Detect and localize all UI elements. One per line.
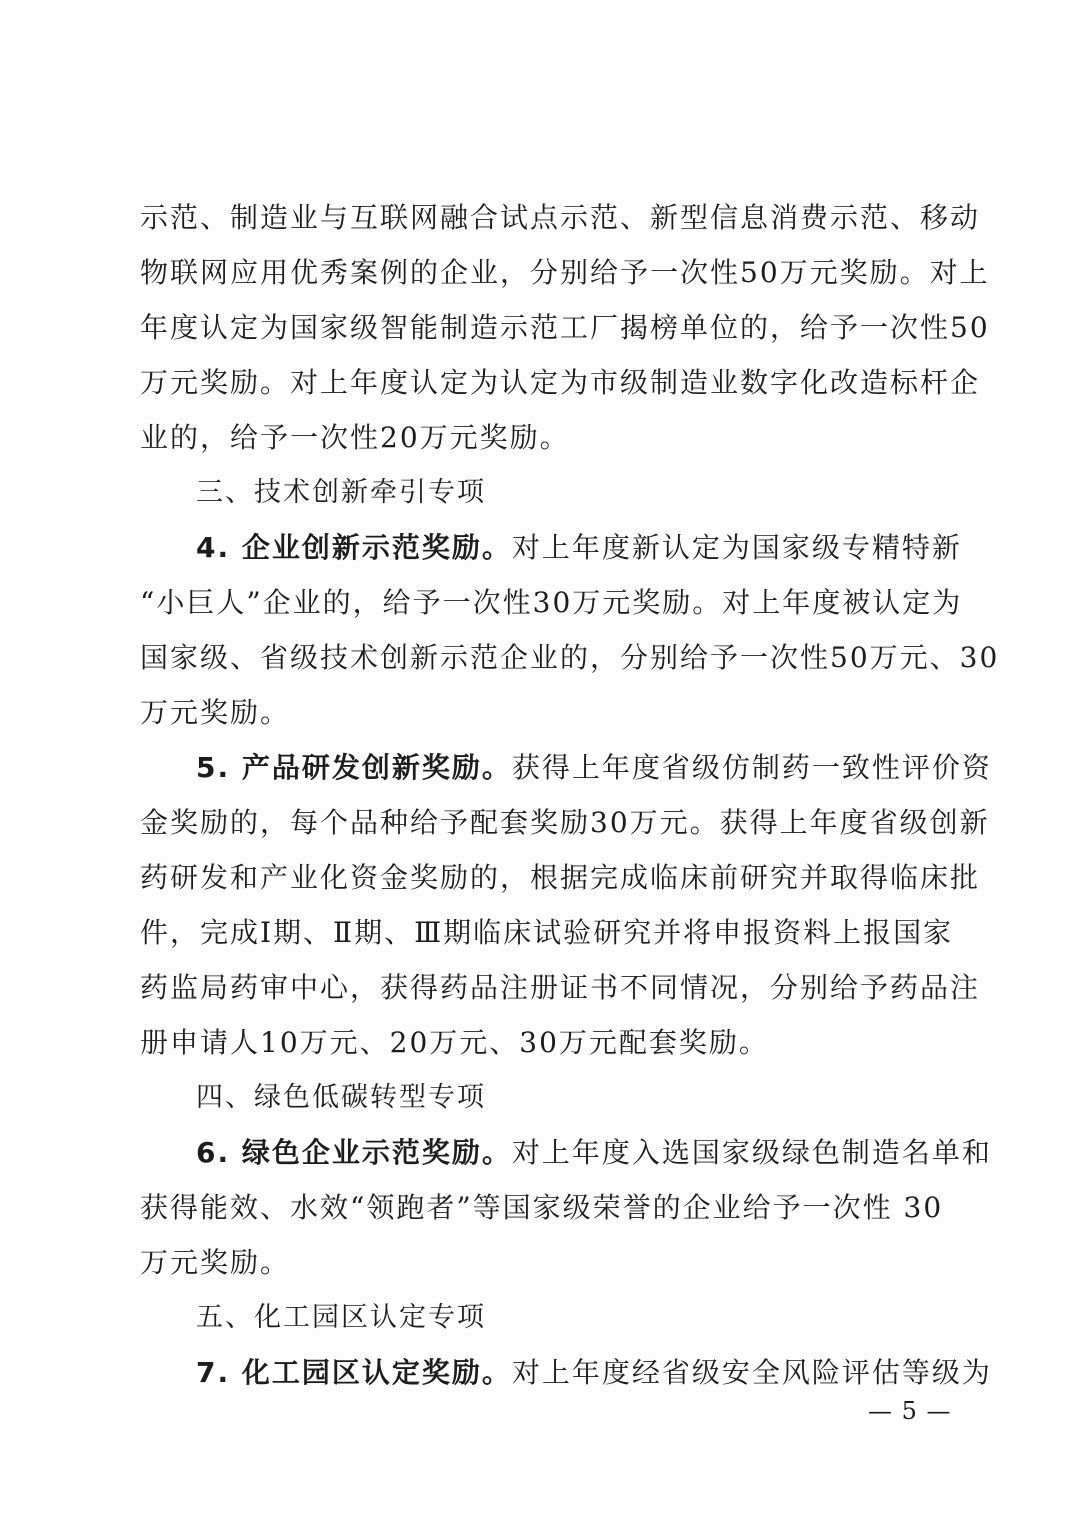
item-title: 4. 企业创新示范奖励。 bbox=[196, 531, 512, 564]
paragraph-line: 年度认定为国家级智能制造示范工厂揭榜单位的，给予一次性50 bbox=[140, 311, 990, 344]
paragraph-line: 物联网应用优秀案例的企业，分别给予一次性50万元奖励。对上 bbox=[140, 256, 990, 289]
item-text: 对上年度经省级安全风险评估等级为 bbox=[511, 1356, 992, 1389]
item-paragraph-first-line bbox=[140, 520, 962, 575]
paragraph-line: 万元奖励。 bbox=[140, 696, 291, 729]
item-paragraph-first-line bbox=[140, 740, 992, 795]
paragraph-line: “小巨人”企业的，给予一次性30万元奖励。对上年度被认定为 bbox=[140, 586, 963, 619]
paragraph-line: 国家级、省级技术创新示范企业的，分别给予一次性50万元、30 bbox=[140, 641, 1000, 674]
item-title: 6. 绿色企业示范奖励。 bbox=[196, 1136, 512, 1169]
item-text: 对上年度入选国家级绿色制造名单和 bbox=[511, 1136, 992, 1169]
item-text: 对上年度新认定为国家级专精特新 bbox=[511, 531, 962, 564]
section-heading: 四、绿色低碳转型专项 bbox=[196, 1082, 486, 1113]
section-heading: 三、技术创新牵引专项 bbox=[196, 477, 486, 508]
paragraph-line: 金奖励的，每个品种给予配套奖励30万元。获得上年度省级创新 bbox=[140, 806, 990, 839]
page-number: — 5 — bbox=[868, 1397, 952, 1425]
item-text: 获得上年度省级仿制药一致性评价资 bbox=[511, 751, 992, 784]
item-paragraph-first-line bbox=[140, 1125, 992, 1180]
paragraph-line: 示范、制造业与互联网融合试点示范、新型信息消费示范、移动 bbox=[140, 201, 981, 234]
paragraph-line: 册申请人10万元、20万元、30万元配套奖励。 bbox=[140, 1026, 769, 1059]
paragraph-line: 药研发和产业化资金奖励的，根据完成临床前研究并取得临床批 bbox=[140, 861, 981, 894]
item-paragraph-first-line bbox=[140, 1345, 992, 1400]
paragraph-line: 获得能效、水效“领跑者”等国家级荣誉的企业给予一次性 30 bbox=[140, 1191, 944, 1224]
paragraph-line: 万元奖励。对上年度认定为认定为市级制造业数字化改造标杆企 bbox=[140, 366, 981, 399]
paragraph-line: 业的，给予一次性20万元奖励。 bbox=[140, 421, 570, 454]
section-heading: 五、化工园区认定专项 bbox=[196, 1302, 486, 1333]
paragraph-line: 件，完成Ⅰ期、Ⅱ期、Ⅲ期临床试验研究并将申报资料上报国家 bbox=[140, 916, 954, 949]
item-title: 5. 产品研发创新奖励。 bbox=[196, 751, 512, 784]
item-title: 7. 化工园区认定奖励。 bbox=[196, 1356, 512, 1389]
paragraph-line: 万元奖励。 bbox=[140, 1246, 291, 1279]
paragraph-line: 药监局药审中心，获得药品注册证书不同情况，分别给予药品注 bbox=[140, 971, 981, 1004]
document-body bbox=[140, 190, 1000, 1400]
